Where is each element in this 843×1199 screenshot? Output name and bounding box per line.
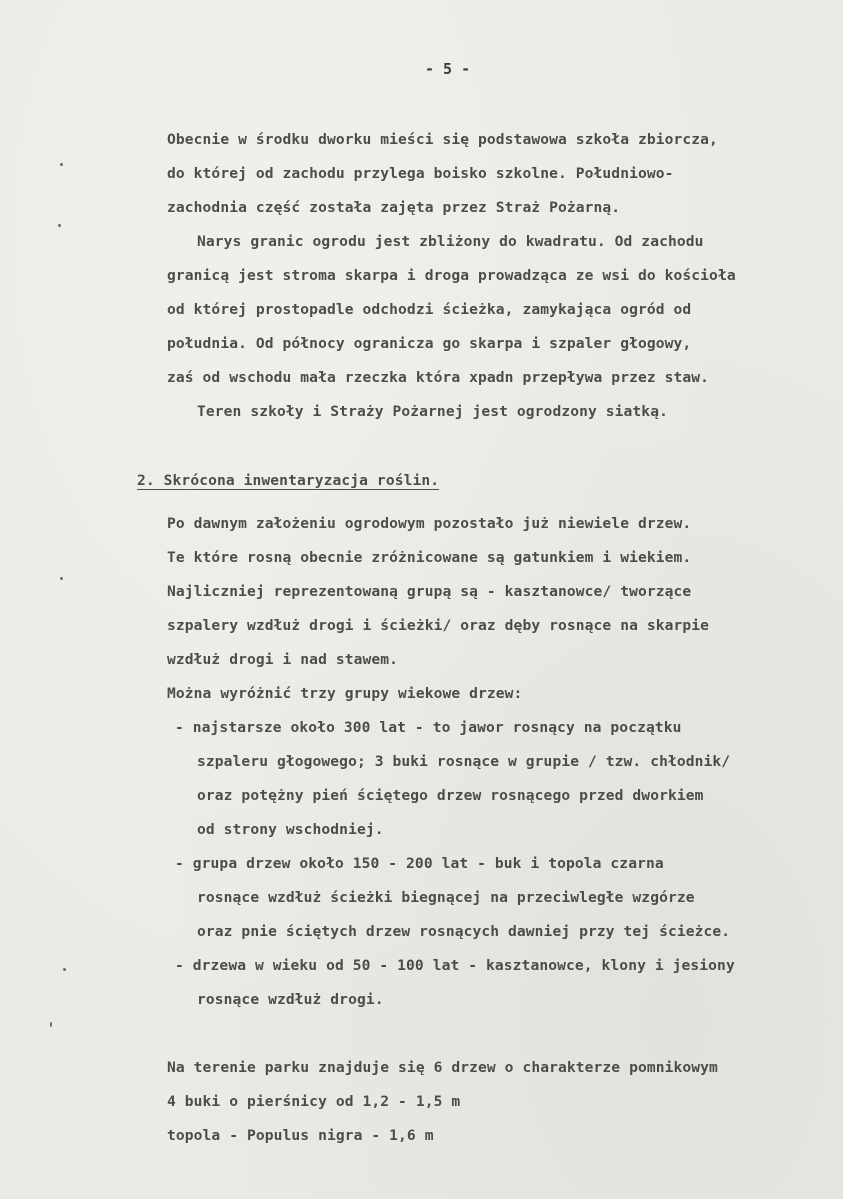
- paragraph-5-line-3: topola - Populus nigra - 1,6 m: [167, 1127, 434, 1144]
- age-group-1-line-4: od strony wschodniej.: [197, 821, 384, 838]
- paragraph-2-line-4: południa. Od północy ogranicza go skarpa i szpaler głogowy,: [167, 335, 692, 352]
- scan-speck: [60, 577, 63, 580]
- section-heading: 2. Skrócona inwentaryzacja roślin.: [137, 472, 440, 489]
- paragraph-2-line-5: zaś od wschodu mała rzeczka która xpadn przepływa przez staw.: [167, 369, 710, 386]
- age-group-1-line-1: - najstarsze około 300 lat - to jawor rosnący na początku: [175, 719, 682, 736]
- paragraph-4-line-6: Można wyróżnić trzy grupy wiekowe drzew:: [167, 685, 523, 702]
- paragraph-1-line-1: Obecnie w środku dworku mieści się podstawowa szkoła zbiorcza,: [167, 131, 718, 148]
- age-group-3-line-2: rosnące wzdłuż drogi.: [197, 991, 384, 1008]
- scan-speck: [63, 968, 66, 971]
- scan-speck: [58, 224, 61, 227]
- age-group-1-line-3: oraz potężny pień ściętego drzew rosnącego przed dworkiem: [197, 787, 704, 804]
- paragraph-1-line-2: do której od zachodu przylega boisko szkolne. Południowo-: [167, 165, 674, 182]
- paragraph-3-line-1: Teren szkoły i Straży Pożarnej jest ogrodzony siatką.: [197, 403, 668, 420]
- paragraph-1-line-3: zachodnia część została zajęta przez Straż Pożarną.: [167, 199, 621, 216]
- paragraph-4-line-1: Po dawnym założeniu ogrodowym pozostało już niewiele drzew.: [167, 515, 692, 532]
- paragraph-5-line-2: 4 buki o pierśnicy od 1,2 - 1,5 m: [167, 1093, 461, 1110]
- age-group-3-line-1: - drzewa w wieku od 50 - 100 lat - kasztanowce, klony i jesiony: [175, 957, 735, 974]
- paragraph-2-line-1: Narys granic ogrodu jest zbliżony do kwadratu. Od zachodu: [197, 233, 704, 250]
- paragraph-4-line-5: wzdłuż drogi i nad stawem.: [167, 651, 399, 668]
- paragraph-4-line-2: Te które rosną obecnie zróżnicowane są gatunkiem i wiekiem.: [167, 549, 692, 566]
- scan-speck: [60, 163, 63, 166]
- age-group-2-line-3: oraz pnie ściętych drzew rosnących dawniej przy tej ścieżce.: [197, 923, 731, 940]
- paragraph-2-line-3: od której prostopadle odchodzi ścieżka, zamykająca ogród od: [167, 301, 692, 318]
- paragraph-4-line-3: Najliczniej reprezentowaną grupą są - kasztanowce/ tworzące: [167, 583, 692, 600]
- scan-speck: [50, 1022, 52, 1027]
- paragraph-5-line-1: Na terenie parku znajduje się 6 drzew o charakterze pomnikowym: [167, 1059, 718, 1076]
- page-number: - 5 -: [425, 60, 471, 78]
- paragraph-2-line-2: granicą jest stroma skarpa i droga prowadząca ze wsi do kościoła: [167, 267, 736, 284]
- paragraph-4-line-4: szpalery wzdłuż drogi i ścieżki/ oraz dęby rosnące na skarpie: [167, 617, 710, 634]
- age-group-1-line-2: szpaleru głogowego; 3 buki rosnące w grupie / tzw. chłodnik/: [197, 753, 731, 770]
- age-group-2-line-1: - grupa drzew około 150 - 200 lat - buk i topola czarna: [175, 855, 664, 872]
- age-group-2-line-2: rosnące wzdłuż ścieżki biegnącej na przeciwległe wzgórze: [197, 889, 695, 906]
